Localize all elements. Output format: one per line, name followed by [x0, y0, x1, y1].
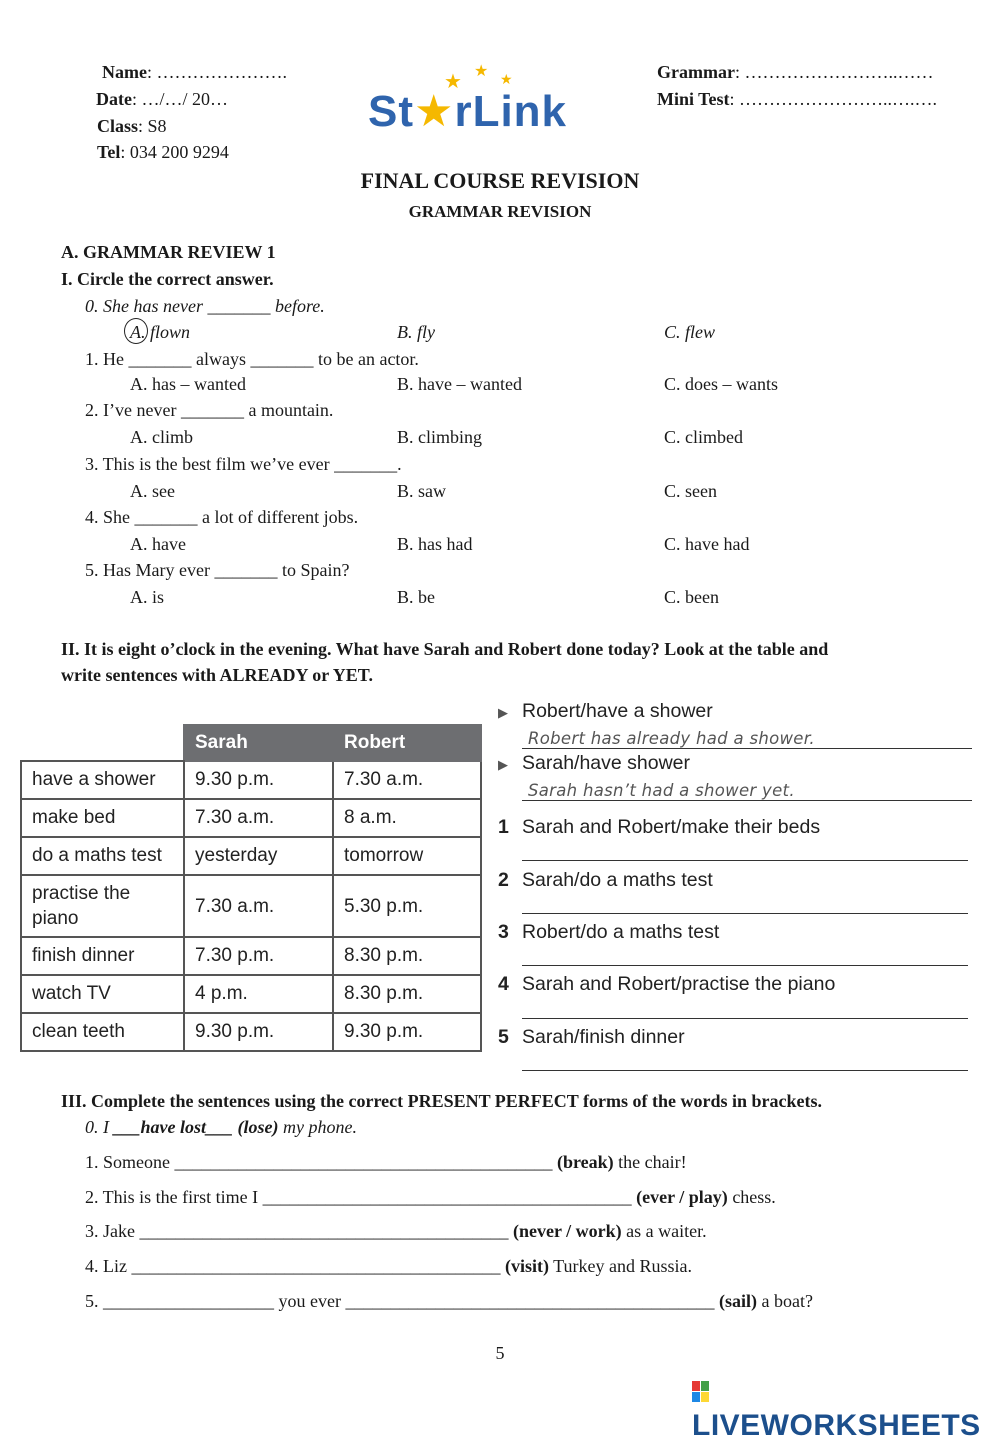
answer-line-4[interactable] — [522, 1018, 968, 1019]
mini-test-field — [657, 89, 937, 110]
table-row — [21, 975, 481, 1013]
grammar-score-field — [657, 62, 933, 83]
sarah-cell: 9.30 p.m. — [184, 761, 333, 799]
answer-line-5[interactable] — [522, 1070, 968, 1071]
example-answer: ___have lost___ — [113, 1117, 233, 1137]
name-label: Name — [102, 62, 147, 82]
tel-label: Tel — [97, 142, 121, 162]
sentence-2[interactable] — [85, 1187, 776, 1208]
exercise-item-3 — [498, 921, 719, 944]
exercise-item-1 — [498, 816, 820, 839]
liveworksheets-logo — [692, 1375, 1000, 1443]
star-icon: ★ — [474, 63, 489, 80]
verb-hint: (ever / play) — [636, 1187, 728, 1207]
item-number: 1 — [498, 816, 509, 838]
task-cell: have a shower — [21, 761, 184, 799]
sentence-text: 3. Jake _________________________________________ — [85, 1221, 513, 1241]
part1-instruction: I. Circle the correct answer. — [61, 269, 274, 289]
star-icon: ★ — [500, 73, 513, 88]
sarah-cell: 7.30 a.m. — [184, 875, 333, 937]
name-value: : …………………. — [146, 62, 287, 82]
sentence-end: chess. — [727, 1187, 776, 1207]
date-field — [96, 89, 228, 110]
class-value: : S8 — [138, 116, 167, 136]
example-prompt-text: Robert/have a shower — [522, 700, 713, 722]
item-prompt: Sarah and Robert/make their beds — [522, 816, 821, 838]
tel-value: : 034 200 9294 — [120, 142, 229, 162]
exercise-item-4 — [498, 973, 835, 996]
sentence-end: as a waiter. — [621, 1221, 707, 1241]
item-prompt: Sarah/do a maths test — [522, 869, 713, 891]
triangle-bullet-icon: ▶ — [498, 705, 508, 720]
answer-line-2[interactable] — [522, 913, 968, 914]
robert-cell: 8.30 p.m. — [333, 975, 481, 1013]
minitest-label: Mini Test — [657, 89, 730, 109]
verb-hint: (break) — [557, 1152, 614, 1172]
example-option-b: B. fly — [397, 322, 435, 342]
answer-line — [522, 748, 972, 749]
triangle-bullet-icon: ▶ — [498, 757, 508, 772]
robert-cell: 7.30 a.m. — [333, 761, 481, 799]
grammar-label: Grammar — [657, 62, 735, 82]
q5-option-c[interactable]: C. been — [664, 587, 719, 607]
task-cell: do a maths test — [21, 837, 184, 875]
task-cell: make bed — [21, 799, 184, 837]
q4-option-c[interactable]: C. have had — [664, 534, 750, 554]
question-3: 3. This is the best film we’ve ever _______. — [85, 454, 402, 474]
q3-option-c[interactable]: C. seen — [664, 481, 717, 501]
q3-option-b[interactable]: B. saw — [397, 481, 446, 501]
example-prompt-1 — [498, 700, 713, 723]
minitest-value: : ……………………..….…. — [729, 89, 938, 109]
verb-hint: (sail) — [718, 1291, 757, 1311]
table-row — [21, 937, 481, 975]
item-number: 5 — [498, 1026, 509, 1048]
task-cell — [21, 875, 184, 937]
q5-option-b[interactable]: B. be — [397, 587, 435, 607]
logo-text — [368, 86, 567, 137]
sentence-3[interactable] — [85, 1221, 707, 1242]
verb-hint: (never / work) — [512, 1221, 622, 1241]
question-4: 4. She _______ a lot of different jobs. — [85, 507, 359, 527]
name-field — [102, 62, 287, 83]
answer-line — [522, 800, 972, 801]
part3-instruction: III. Complete the sentences using the correct PRESENT PERFECT forms of the words in brackets. — [61, 1091, 822, 1111]
sarah-cell: 9.30 p.m. — [184, 1013, 333, 1051]
liveworksheets-text: LIVEWORKSHEETS — [692, 1409, 981, 1442]
part3-example — [85, 1117, 357, 1138]
page-subtitle: GRAMMAR REVISION — [408, 202, 592, 221]
example-verb: (lose) — [237, 1117, 279, 1137]
sentence-end: Turkey and Russia. — [549, 1256, 693, 1276]
starlink-logo — [364, 64, 596, 142]
example-question: 0. She has never _______ before. — [85, 296, 325, 316]
example-answer-2: Sarah hasn’t had a shower yet. — [528, 781, 795, 800]
q2-option-c[interactable]: C. climbed — [664, 427, 743, 447]
logo-text-end: rLink — [454, 87, 568, 136]
item-prompt: Sarah/finish dinner — [522, 1026, 685, 1048]
class-label: Class — [97, 116, 139, 136]
sentence-1[interactable] — [85, 1152, 687, 1173]
table-row — [21, 799, 481, 837]
logo-star-icon: ★ — [414, 87, 455, 136]
table-row — [21, 837, 481, 875]
sarah-cell: 7.30 p.m. — [184, 937, 333, 975]
table-header-sarah: Sarah — [184, 725, 333, 761]
sentence-5[interactable] — [85, 1291, 813, 1312]
section-heading: A. GRAMMAR REVIEW 1 — [61, 242, 276, 262]
example-prompt-text: Sarah/have shower — [522, 752, 691, 774]
robert-cell: 9.30 p.m. — [333, 1013, 481, 1051]
sarah-cell: yesterday — [184, 837, 333, 875]
item-number: 4 — [498, 973, 509, 995]
item-number: 2 — [498, 869, 509, 891]
sentence-text: 4. Liz _________________________________________ — [85, 1256, 505, 1276]
example-option-c: C. flew — [664, 322, 716, 342]
robert-cell: 8.30 p.m. — [333, 937, 481, 975]
page-title: FINAL COURSE REVISION — [360, 168, 640, 193]
sentence-4[interactable] — [85, 1256, 692, 1277]
answer-line-3[interactable] — [522, 965, 968, 966]
q1-option-a[interactable]: A. has – wanted — [130, 374, 246, 394]
sarah-cell: 4 p.m. — [184, 975, 333, 1013]
table-row — [21, 1013, 481, 1051]
question-5: 5. Has Mary ever _______ to Spain? — [85, 560, 350, 580]
sentence-text: 1. Someone __________________________________________ — [85, 1152, 557, 1172]
sentence-end: a boat? — [756, 1291, 813, 1311]
logo-text-start: St — [368, 87, 414, 136]
date-value: : …/…/ 20… — [131, 89, 228, 109]
table-header-robert: Robert — [333, 725, 481, 761]
task-line-1: practise the — [32, 883, 131, 904]
q4-option-a[interactable]: A. have — [130, 534, 186, 554]
part2-instruction-line1: II. It is eight o’clock in the evening. What have Sarah and Robert done today? Look at the table and — [61, 639, 829, 659]
question-1: 1. He _______ always _______ to be an actor. — [85, 349, 419, 369]
class-field — [97, 116, 167, 137]
item-number: 3 — [498, 921, 509, 943]
verb-hint: (visit) — [505, 1256, 549, 1276]
part2-instruction-line2: write sentences with ALREADY or YET. — [61, 665, 373, 685]
exercise-item-2 — [498, 869, 713, 892]
answer-line-1[interactable] — [522, 860, 968, 861]
task-cell: clean teeth — [21, 1013, 184, 1051]
task-cell: watch TV — [21, 975, 184, 1013]
robert-cell: 8 a.m. — [333, 799, 481, 837]
task-cell: finish dinner — [21, 937, 184, 975]
schedule-table — [20, 724, 482, 1052]
tel-field — [97, 142, 229, 163]
q4-option-b[interactable]: B. has had — [397, 534, 473, 554]
exercise-item-5 — [498, 1026, 685, 1049]
page-number: 5 — [495, 1343, 505, 1363]
q1-option-b[interactable]: B. have – wanted — [397, 374, 522, 394]
question-2: 2. I’ve never _______ a mountain. — [85, 400, 334, 420]
example-post: my phone. — [278, 1117, 357, 1137]
q5-option-a[interactable]: A. is — [130, 587, 165, 607]
item-prompt: Sarah and Robert/practise the piano — [522, 973, 836, 995]
task-line-2: piano — [32, 908, 79, 929]
sentence-end: the chair! — [613, 1152, 687, 1172]
example-pre: 0. I — [85, 1117, 114, 1137]
star-icon: ★ — [444, 71, 462, 93]
date-label: Date — [96, 89, 132, 109]
example-prompt-2 — [498, 752, 690, 775]
sentence-text: 2. This is the first time I _________________________________________ — [85, 1187, 637, 1207]
robert-cell: 5.30 p.m. — [333, 875, 481, 937]
sentence-text: 5. ___________________ you ever _________________________________________ — [85, 1291, 719, 1311]
table-header-row — [21, 725, 481, 761]
q2-option-a[interactable]: A. climb — [130, 427, 193, 447]
table-row — [21, 875, 481, 937]
liveworksheets-icon — [692, 1381, 710, 1403]
table-row — [21, 761, 481, 799]
example-answer-1: Robert has already had a shower. — [528, 729, 815, 748]
q2-option-b[interactable]: B. climbing — [397, 427, 482, 447]
table-header-blank — [21, 725, 184, 761]
item-prompt: Robert/do a maths test — [522, 921, 720, 943]
sarah-cell: 7.30 a.m. — [184, 799, 333, 837]
example-option-a: A. flown — [130, 322, 191, 342]
robert-cell: tomorrow — [333, 837, 481, 875]
q1-option-c[interactable]: C. does – wants — [664, 374, 778, 394]
grammar-value: : ……………………..…… — [734, 62, 934, 82]
q3-option-a[interactable]: A. see — [130, 481, 175, 501]
